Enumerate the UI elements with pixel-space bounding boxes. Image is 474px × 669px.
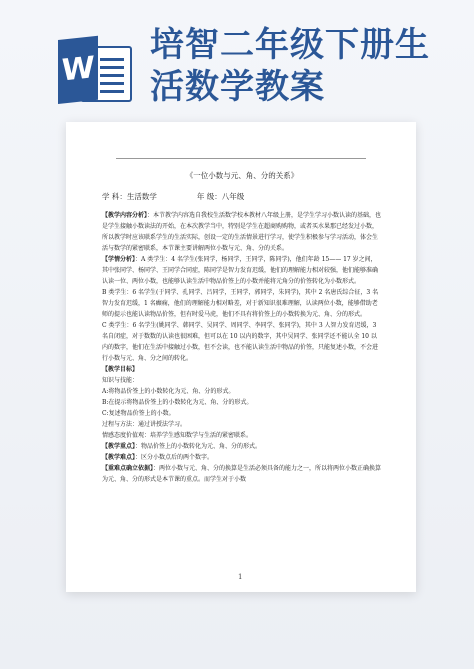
students-b-paragraph: B 类学生：6 名学生(于同学、孔同学、吕同学，王同学，郭同学，朱同学)，其中 2 名唐氏综合征，3 名智力发育迟缓，1 名癫痫，他们的理解能力相对略差，对于新知识很难理解，认读两位小数，能够借助老师的提示也能认读物品价签，但有时爱马虎，他们不具有将价签上的小数转换为元、角、分的形式。 <box>102 289 379 318</box>
students-a-text: ：A 类学生：4 名学生(张同学，杨同学，王同学，陈同学)，他们年龄 15—— 17 岁之间，其中张同学、杨同学、王同学合同症，陈同学是智力发育迟缓，他们的理解能力相对较强，他们能够准确认读一位、两位小数，也能够认读生活中物品价签上的小数并能将元角分的价签转化为小数形式。 <box>102 256 379 285</box>
goals-line: 知识与技能： <box>102 377 139 384</box>
analysis-paragraph <box>102 210 382 254</box>
goals-line: A:将物品价签上的小数转化为元、角、分的形式。 <box>102 388 235 395</box>
analysis-label: 【教学内容分析】 <box>102 212 148 219</box>
subject-grade-row <box>102 191 382 202</box>
basis-paragraph <box>102 463 382 485</box>
title-line-1: 培智二年级下册生 <box>150 25 430 65</box>
key-text: ：物品价签上的小数转化为元、角、分的形式。 <box>135 443 262 450</box>
goals-line: 情感态度价值观：培养学生感知数学与生活的紧密联系。 <box>102 432 253 439</box>
goals-line: C:复述物品价签上的小数。 <box>102 410 175 417</box>
page-title <box>150 24 450 108</box>
document-page <box>66 122 416 592</box>
grade-label: 年 级： <box>196 192 222 201</box>
difficulty-paragraph <box>102 452 382 463</box>
goals-line: B:在提示将物品价签上的小数转化为元、角、分的形式。 <box>102 399 253 406</box>
students-c-paragraph: C 类学生：6 名学生(姚同学、韩同学、吴同学、周同学、李同学、张同学)，其中 3 人智力发育迟缓，3 名自闭症，对于数数的认读也很困难，但可以在 10 以内的数字，其中吴同学、张同学还不能认全 10 以内的数字，他们在生活中接触过小数，但不会读，也不能认读生活中物品的价签，只能复述小数，不会进行小数与元、角、分之间的转化。 <box>102 322 379 362</box>
difficulty-label: 【教学难点】 <box>102 454 136 461</box>
key-paragraph <box>102 441 382 452</box>
basis-label: 【重难点确立依据】 <box>102 465 154 472</box>
goals-line: 过程与方法：通过讲授法学习。 <box>102 421 187 428</box>
analysis-text: ：本节教学内容选自我校生活数学校本教材八年级上册，是学生学习小数认读的基础，也是学生接触小数读法的开始，在本次教学当中，特别是学生在超商购购物，或者买水果那已经发过小数，所以教学时应该联系学生的生活实际，创设一定的生活情景进行学习，使学生积极参与学习活动，体会生活与数学的紧密联系，本节课主要讲解两位小数与元、角、分的关系。 <box>102 212 382 252</box>
basis-text: ：两位小数与元、角、分的换算是生活必须具备的能力之一，所以将两位小数正确换算为元、角、分的形式是本节课的重点。而学生对于小数 <box>102 465 382 483</box>
students-label: 【学情分析】 <box>102 256 136 263</box>
word-document-icon <box>58 40 130 102</box>
page-number: 1 <box>238 573 243 581</box>
subject-label: 学 科： <box>102 192 127 201</box>
goals-label: 【教学目标】 <box>102 366 139 373</box>
document-title: 《一位小数与元、角、分的关系》 <box>185 171 299 180</box>
grade-value: 八年级 <box>221 192 245 201</box>
key-label: 【教学重点】 <box>102 443 136 450</box>
difficulty-text: ：区分小数点后的两个数字。 <box>135 454 214 461</box>
title-line-2: 活数学教案 <box>150 67 325 107</box>
students-paragraph <box>102 254 382 287</box>
word-icon-letter: W <box>58 36 98 104</box>
subject-value: 生活数学 <box>126 192 157 201</box>
header-rule <box>116 158 366 159</box>
header <box>0 0 474 118</box>
document-body <box>102 164 382 485</box>
